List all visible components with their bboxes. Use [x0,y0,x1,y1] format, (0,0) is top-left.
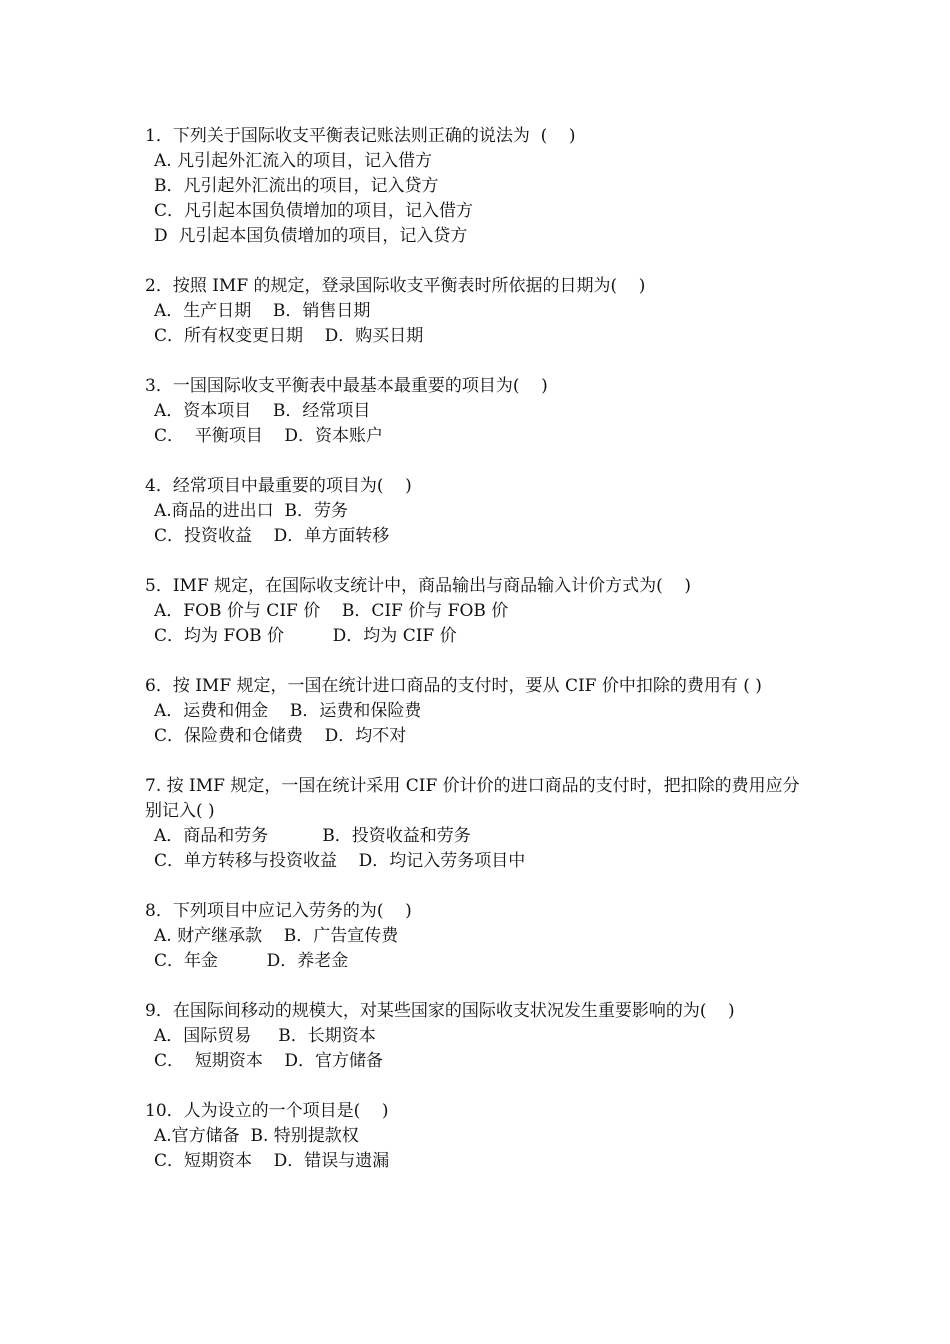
option-a: A. 凡引起外汇流入的项目，记入借方 [154,151,433,171]
options-line-2: C．年金 D．养老金 [154,951,349,971]
options-line-2: C．保险费和仓储费 D．均不对 [154,726,407,746]
question-stem: 3．一国国际收支平衡表中最基本最重要的项目为( ) [145,376,548,396]
options-line-2: C．投资收益 D．单方面转移 [154,526,390,546]
options-line-2: C．所有权变更日期 D．购买日期 [154,326,424,346]
question-stem: 2．按照 IMF 的规定，登录国际收支平衡表时所依据的日期为( ) [145,276,646,296]
options-line-2: C． 短期资本 D．官方储备 [154,1051,384,1071]
options-line-2: C．短期资本 D．错误与遗漏 [154,1151,390,1171]
option-b: B．凡引起外汇流出的项目，记入贷方 [154,176,439,196]
options-line-1: A.官方储备 B. 特别提款权 [154,1126,359,1146]
question-stem: 1．下列关于国际收支平衡表记账法则正确的说法为 ( ) [145,126,576,146]
options-line-2: C．单方转移与投资收益 D．均记入劳务项目中 [154,851,526,871]
options-line-1: A．国际贸易 B．长期资本 [154,1026,376,1046]
question-3 [145,374,813,449]
options-line-1: A．运费和佣金 B．运费和保险费 [154,701,422,721]
question-stem: 9．在国际间移动的规模大，对某些国家的国际收支状况发生重要影响的为( ) [145,1001,735,1021]
options-line-1: A．商品和劳务 B．投资收益和劳务 [154,826,471,846]
question-stem: 5．IMF 规定，在国际收支统计中，商品输出与商品输入计价方式为( ) [145,576,692,596]
options-line-1: A．生产日期 B．销售日期 [154,301,371,321]
options-line-2: C．均为 FOB 价 D．均为 CIF 价 [154,626,457,646]
options-line-1: A．资本项目 B．经常项目 [154,401,371,421]
question-stem: 7. 按 IMF 规定，一国在统计采用 CIF 价计价的进口商品的支付时，把扣除的费用应分别记入( ) [145,776,800,821]
question-1 [145,124,813,249]
question-2 [145,274,813,349]
question-stem: 6．按 IMF 规定，一国在统计进口商品的支付时，要从 CIF 价中扣除的费用有 ( ) [145,676,762,696]
question-stem: 10．人为设立的一个项目是( ) [145,1101,389,1121]
options-line-1: A．FOB 价与 CIF 价 B．CIF 价与 FOB 价 [154,601,509,621]
question-6 [145,674,813,749]
question-stem: 8．下列项目中应记入劳务的为( ) [145,901,412,921]
question-list [145,124,813,1199]
question-4 [145,474,813,549]
question-7 [145,774,813,874]
question-stem: 4．经常项目中最重要的项目为( ) [145,476,412,496]
question-9 [145,999,813,1074]
question-10 [145,1099,813,1174]
option-d: D 凡引起本国负债增加的项目，记入贷方 [154,226,468,246]
option-c: C．凡引起本国负债增加的项目，记入借方 [154,201,474,221]
options-line-2: C． 平衡项目 D．资本账户 [154,426,384,446]
options-line-1: A.商品的进出口 B．劳务 [154,501,348,521]
options-line-1: A. 财产继承款 B．广告宣传费 [154,926,399,946]
question-5 [145,574,813,649]
question-8 [145,899,813,974]
